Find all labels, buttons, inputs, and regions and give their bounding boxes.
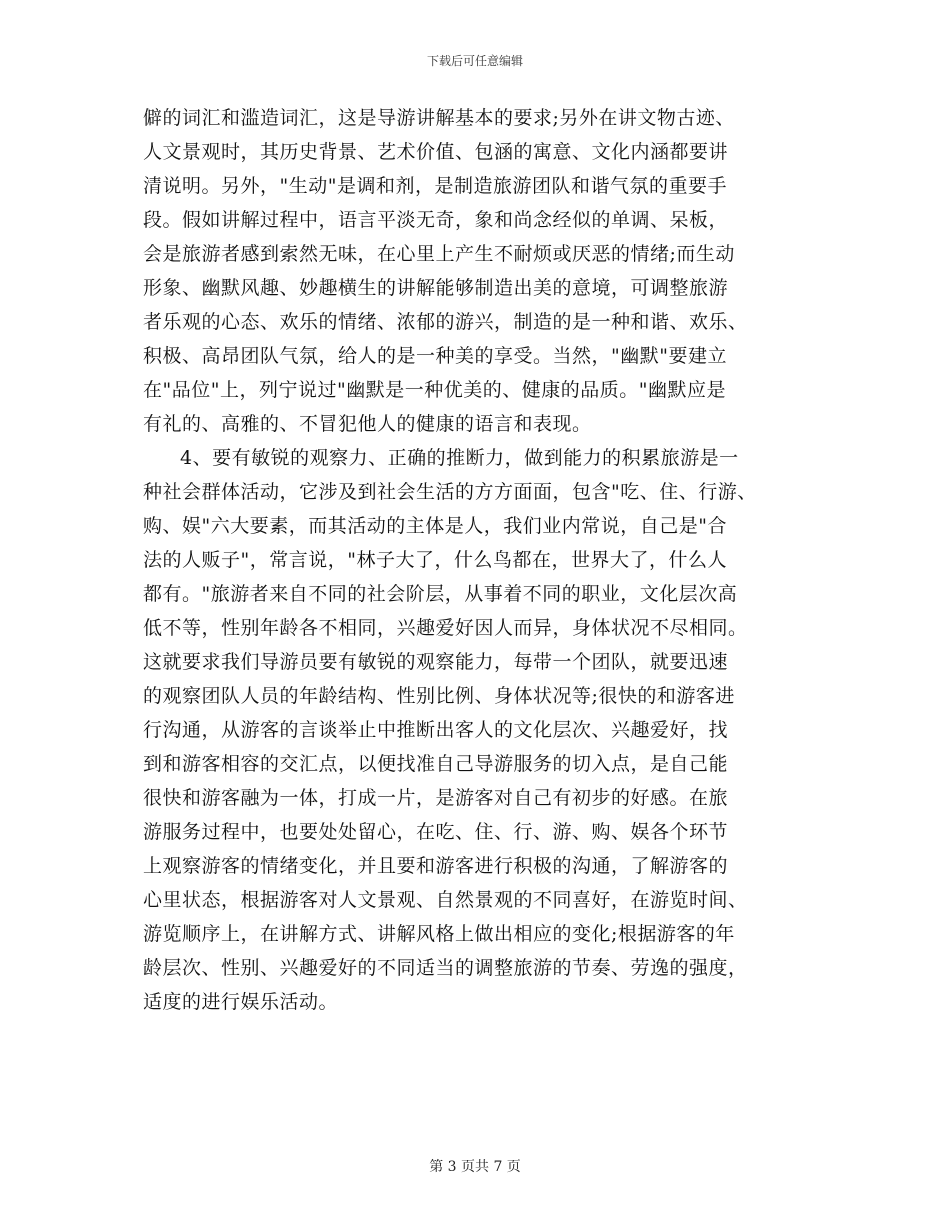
text-line: 游服务过程中，也要处处留心，在吃、住、行、游、购、娱各个环节 [143, 821, 729, 843]
text-line: 会是旅游者感到索然无味，在心里上产生不耐烦或厌恶的情绪;而生动 [143, 243, 735, 265]
text-line: 购、娱"六大要素，而其活动的主体是人，我们业内常说，自己是"合 [143, 515, 727, 537]
text-line: 很快和游客融为一体，打成一片，是游客对自己有初步的好感。在旅 [143, 787, 729, 809]
paragraph-2 [143, 441, 815, 1019]
text-line: 龄层次、性别、兴趣爱好的不同适当的调整旅游的节奏、劳逸的强度， [143, 957, 748, 979]
text-line: 行沟通，从游客的言谈举止中推断出客人的文化层次、兴趣爱好，找 [143, 719, 729, 741]
text-line: 低不等，性别年龄各不相同，兴趣爱好因人而异，身体状况不尽相同。 [143, 617, 748, 639]
text-line: 都有。"旅游者来自不同的社会阶层，从事着不同的职业，文化层次高 [143, 583, 738, 605]
text-line: 这就要求我们导游员要有敏锐的观察能力，每带一个团队，就要迅速 [143, 651, 729, 673]
text-line: 积极、高昂团队气氛，给人的是一种美的享受。当然，"幽默"要建立 [143, 345, 727, 367]
text-line: 僻的词汇和滥造词汇，这是导游讲解基本的要求;另外在讲文物古迹、 [143, 107, 735, 129]
text-line: 段。假如讲解过程中，语言平淡无奇，象和尚念经似的单调、呆板， [143, 209, 729, 231]
text-line: 到和游客相容的交汇点，以便找准自己导游服务的切入点，是自己能 [143, 753, 729, 775]
text-line: 形象、幽默风趣、妙趣横生的讲解能够制造出美的意境，可调整旅游 [143, 277, 729, 299]
document-body [143, 101, 815, 1019]
text-line: 种社会群体活动，它涉及到社会生活的方方面面，包含"吃、住、行游、 [143, 481, 757, 503]
text-line: 者乐观的心态、欢乐的情绪、浓郁的游兴，制造的是一种和谐、欢乐、 [143, 311, 748, 333]
paragraph-1 [143, 101, 815, 441]
text-line: 在"品位"上，列宁说过"幽默是一种优美的、健康的品质。"幽默应是 [143, 379, 726, 401]
text-line: 的观察团队人员的年龄结构、性别比例、身体状况等;很快的和游客进 [143, 685, 735, 707]
text-line: 适度的进行娱乐活动。 [143, 991, 339, 1013]
text-line: 4、要有敏锐的观察力、正确的推断力，做到能力的积累旅游是一 [180, 447, 739, 469]
text-line: 上观察游客的情绪变化，并且要和游客进行积极的沟通，了解游客的 [143, 855, 729, 877]
text-line: 有礼的、高雅的、不冒犯他人的健康的语言和表现。 [143, 413, 592, 435]
text-line: 人文景观时，其历史背景、艺术价值、包涵的寓意、文化内涵都要讲 [143, 141, 729, 163]
page-number: 第 3 页共 7 页 [429, 1159, 521, 1175]
text-line: 清说明。另外，"生动"是调和剂，是制造旅游团队和谐气氛的重要手 [143, 175, 727, 197]
text-line: 游览顺序上，在讲解方式、讲解风格上做出相应的变化;根据游客的年 [143, 923, 735, 945]
text-line: 法的人贩子"，常言说，"林子大了，什么鸟都在，世界大了，什么人 [143, 549, 727, 571]
text-line: 心里状态，根据游客对人文景观、自然景观的不同喜好，在游览时间、 [143, 889, 748, 911]
page-header-note: 下载后可任意编辑 [426, 54, 523, 68]
